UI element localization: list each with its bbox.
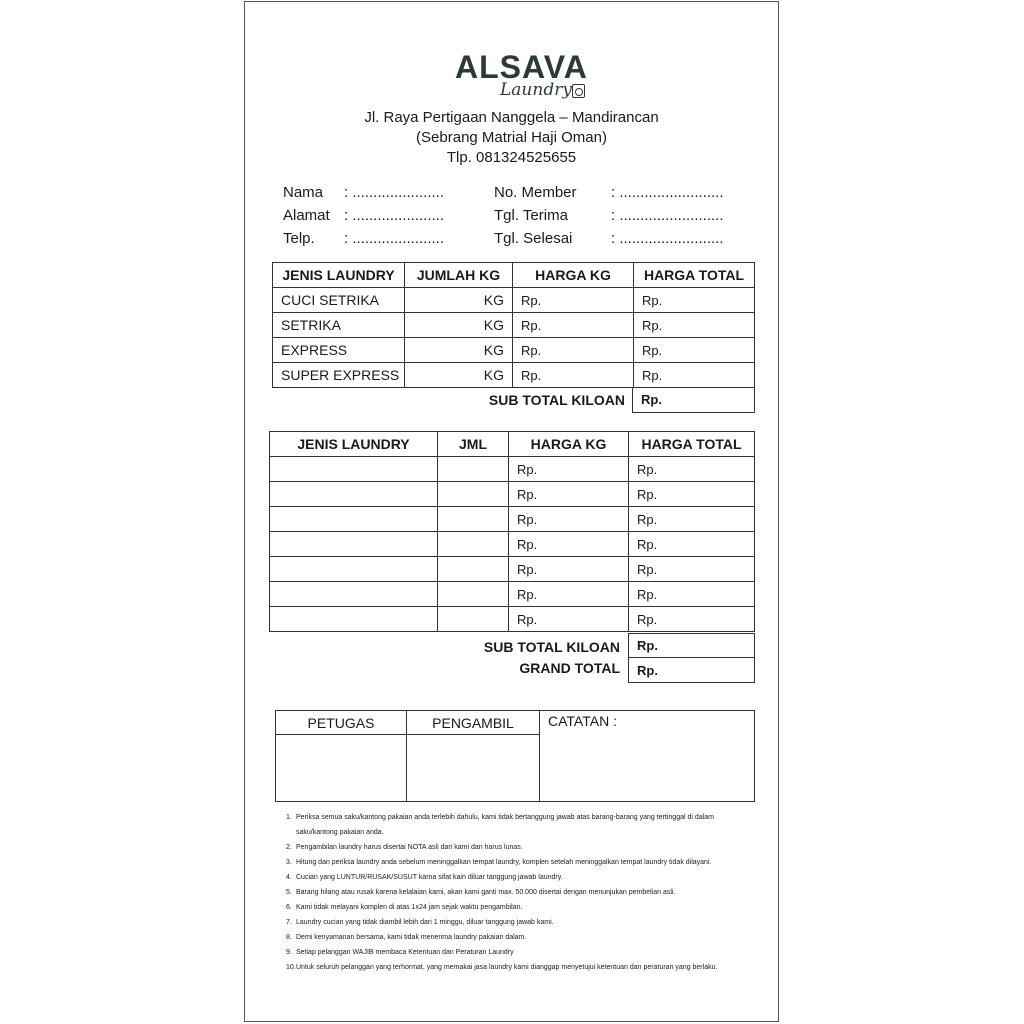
table-row [270,532,755,557]
row-total[interactable]: Rp. [629,507,755,532]
row-total[interactable]: Rp. [629,582,755,607]
header-total: HARGA TOTAL [629,432,755,457]
term-item: 9. Setiap pelanggan WAJIB membaca Ketentuan dan Peraturan Laundry [286,949,514,956]
header-jumlah: JUMLAH KG [405,263,513,288]
row-price[interactable]: Rp. [509,482,629,507]
header-total: HARGA TOTAL [634,263,755,288]
field-nama-label: Nama [283,184,324,201]
row-total[interactable]: Rp. [629,457,755,482]
term-item: 8. Demi kenyamanan bersama, kami tidak menerima laundry pakaian dalam. [286,934,527,941]
petugas-label: PETUGAS [276,711,407,735]
row-price[interactable]: Rp. [509,557,629,582]
row-price[interactable]: Rp. [513,288,634,313]
row-price[interactable]: Rp. [513,363,634,388]
term-item: 5. Barang hilang atau rusak karena kelalaian kami, akan kami ganti max. 50.000 disertai dengan menunjukan pembelian asli. [286,889,676,896]
row-price[interactable]: Rp. [509,507,629,532]
pengambil-signature-area[interactable] [407,735,540,802]
pengambil-label: PENGAMBIL [407,711,540,735]
row-name[interactable] [270,507,438,532]
catatan-label: CATATAN : [548,713,617,729]
table-row [270,507,755,532]
table-row [270,607,755,632]
row-name: EXPRESS [273,338,405,363]
address-phone: Tlp. 081324525655 [446,149,577,166]
field-terima-label: Tgl. Terima [494,207,568,224]
subtotal-kiloan-value[interactable]: Rp. [632,387,755,413]
row-unit[interactable]: KG [405,363,513,388]
row-name: CUCI SETRIKA [273,288,405,313]
field-alamat-label: Alamat [283,207,330,224]
row-jml[interactable] [438,557,509,582]
row-jml[interactable] [438,482,509,507]
row-name[interactable] [270,532,438,557]
term-item: 4. Cucian yang LUNTUR/RUSAK/SUSUT karna sifat kain diluar tanggung jawab laundry. [286,874,563,881]
table-row [270,557,755,582]
row-name[interactable] [270,582,438,607]
term-item: 3. Hitung dan periksa laundry anda sebelum meninggalkan tempat laundry, komplen setelah meninggalkan tempat laundry tidak dilayani. [286,859,712,866]
grand-total-value[interactable]: Rp. [628,657,755,683]
subtotal-satuan-label: SUB TOTAL KILOAN [483,639,620,655]
row-unit[interactable]: KG [405,288,513,313]
brand-name: ALSAVA [455,49,588,85]
grand-total-label: GRAND TOTAL [519,660,620,676]
row-total[interactable]: Rp. [634,288,755,313]
address-line-2: (Sebrang Matrial Haji Oman) [416,129,607,146]
table-row [270,457,755,482]
header-jml: JML [438,432,509,457]
row-total[interactable]: Rp. [634,313,755,338]
subtotal-satuan-value[interactable]: Rp. [628,633,755,658]
row-unit[interactable]: KG [405,338,513,363]
field-terima-value[interactable]: : ......................... [611,207,724,224]
table-row [273,338,755,363]
brand-sub: Laundry [500,80,572,100]
header-harga: HARGA KG [509,432,629,457]
row-name[interactable] [270,457,438,482]
table-header-row [270,432,755,457]
row-total[interactable]: Rp. [634,338,755,363]
table-row [273,288,755,313]
row-price[interactable]: Rp. [513,338,634,363]
table-row [273,313,755,338]
catatan-box[interactable] [540,711,755,802]
row-jml[interactable] [438,457,509,482]
row-jml[interactable] [438,507,509,532]
row-jml[interactable] [438,582,509,607]
satuan-table [269,431,755,632]
row-name: SETRIKA [273,313,405,338]
field-selesai-value[interactable]: : ......................... [611,230,724,247]
field-telp-value[interactable]: : ...................... [344,230,445,247]
field-telp-label: Telp. [283,230,315,247]
field-member-value[interactable]: : ......................... [611,184,724,201]
row-jml[interactable] [438,532,509,557]
field-alamat-value[interactable]: : ...................... [344,207,445,224]
address-line-1: Jl. Raya Pertigaan Nanggela – Mandirancan [364,109,659,126]
row-total[interactable]: Rp. [629,482,755,507]
row-name: SUPER EXPRESS [273,363,405,388]
term-item: 7. Laundry cucian yang tidak diambil lebih dari 1 minggu, diluar tanggung jawab kami. [286,919,554,926]
terms-list [278,810,756,975]
row-price[interactable]: Rp. [509,457,629,482]
field-member-label: No. Member [494,184,577,201]
washing-machine-icon [572,84,585,98]
table-header-row [273,263,755,288]
term-item: 2. Pengambilan laundry harus disertai NOTA asli dari kami dan harus lunas. [286,844,523,851]
row-name[interactable] [270,482,438,507]
field-nama-value[interactable]: : ...................... [344,184,445,201]
row-total[interactable]: Rp. [629,532,755,557]
row-price[interactable]: Rp. [513,313,634,338]
row-jml[interactable] [438,607,509,632]
term-item: 6. Kami tidak melayani komplen di atas 1x24 jam sejak waktu pengambilan. [286,904,523,911]
row-unit[interactable]: KG [405,313,513,338]
row-total[interactable]: Rp. [629,557,755,582]
field-selesai-label: Tgl. Selesai [494,230,573,247]
table-row [273,363,755,388]
brand-logo [455,50,595,106]
term-item: 1. Periksa semua saku/kantong pakaian anda terlebih dahulu, kami tidak bertanggung jawab atas barang-barang yang tertinggal di dalam saku/kantong pakaian anda. [286,814,714,836]
header-jenis: JENIS LAUNDRY [273,263,405,288]
row-total[interactable]: Rp. [629,607,755,632]
row-price[interactable]: Rp. [509,582,629,607]
subtotal-kiloan-label: SUB TOTAL KILOAN [488,392,625,408]
signature-table [275,710,755,802]
row-total[interactable]: Rp. [634,363,755,388]
header-harga: HARGA KG [513,263,634,288]
row-name[interactable] [270,607,438,632]
row-price[interactable]: Rp. [509,607,629,632]
row-name[interactable] [270,557,438,582]
petugas-signature-area[interactable] [276,735,407,802]
row-price[interactable]: Rp. [509,532,629,557]
table-row [270,582,755,607]
term-item: 10. Untuk seluruh pelanggan yang terhormat, yang memakai jasa laundry kami dianggap menyetujui ketentuan dan peraturan yang berlaku. [286,964,718,971]
table-row [270,482,755,507]
header-jenis: JENIS LAUNDRY [270,432,438,457]
kiloan-table [272,262,755,388]
